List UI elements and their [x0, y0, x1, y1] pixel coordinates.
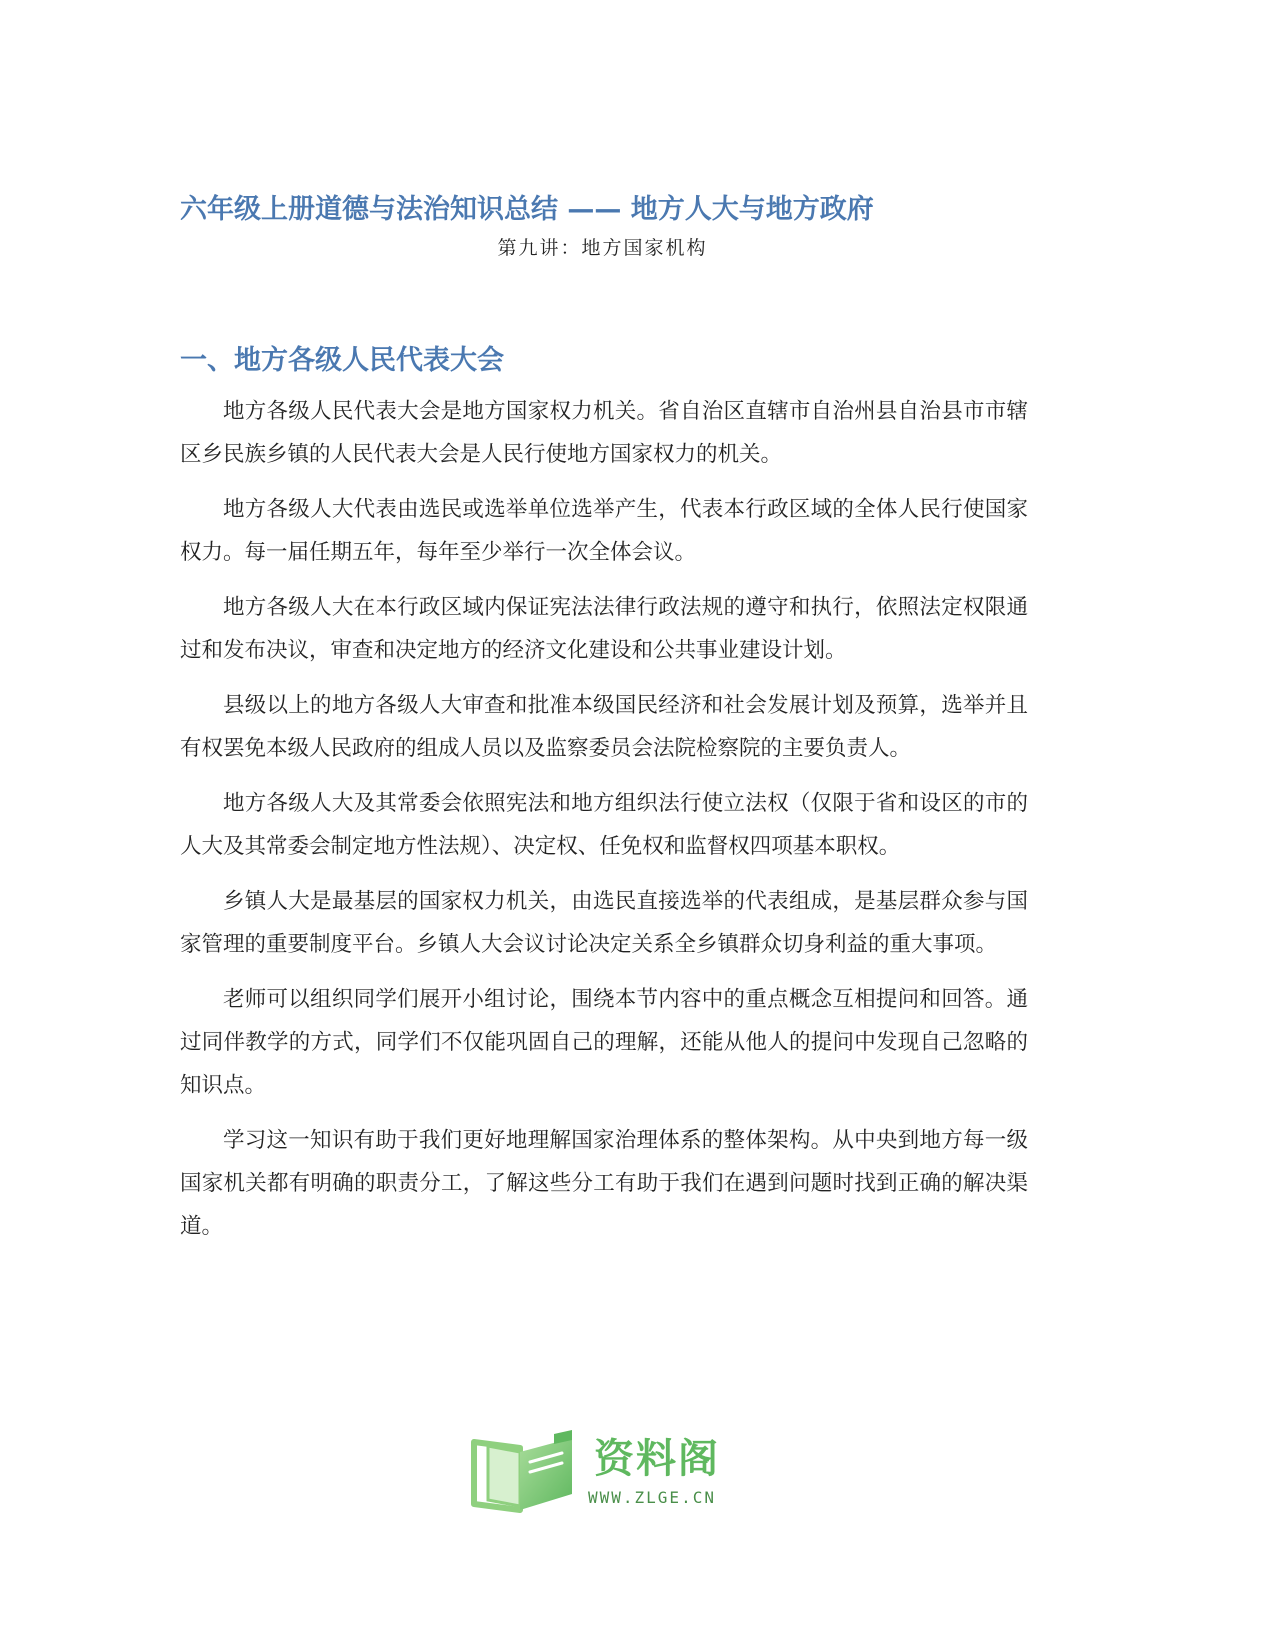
section-heading: 一、地方各级人民代表大会 [180, 345, 504, 376]
paragraph: 地方各级人大在本行政区域内保证宪法法律行政法规的遵守和执行，依照法定权限通过和发布决议，审查和决定地方的经济文化建设和公共事业建设计划。 [180, 595, 1028, 663]
paragraph: 县级以上的地方各级人大审查和批准本级国民经济和社会发展计划及预算，选举并且有权罢免本级人民政府的组成人员以及监察委员会法院检察院的主要负责人。 [180, 693, 1028, 761]
paragraph: 老师可以组织同学们展开小组讨论，围绕本节内容中的重点概念互相提问和回答。通过同伴教学的方式，同学们不仅能巩固自己的理解，还能从他人的提问中发现自己忽略的知识点。 [180, 987, 1028, 1098]
paragraph: 学习这一知识有助于我们更好地理解国家治理体系的整体架构。从中央到地方每一级国家机关都有明确的职责分工，了解这些分工有助于我们在遇到问题时找到正确的解决渠道。 [180, 1128, 1028, 1239]
paragraph: 地方各级人大及其常委会依照宪法和地方组织法行使立法权（仅限于省和设区的市的人大及其常委会制定地方性法规）、决定权、任免权和监督权四项基本职权。 [180, 791, 1028, 859]
watermark-logo [468, 1430, 768, 1520]
watermark-url: WWW.ZLGE.CN [588, 1488, 716, 1507]
watermark-name: 资料阁 [594, 1436, 720, 1482]
paragraph: 地方各级人大代表由选民或选举单位选举产生，代表本行政区域的全体人民行使国家权力。每一届任期五年，每年至少举行一次全体会议。 [180, 497, 1028, 565]
document-subtitle: 第九讲：地方国家机构 [497, 237, 708, 259]
open-book-folder-icon [468, 1430, 583, 1514]
body-text [180, 390, 1028, 1260]
paragraph: 地方各级人民代表大会是地方国家权力机关。省自治区直辖市自治州县自治县市市辖区乡民族乡镇的人民代表大会是人民行使地方国家权力的机关。 [180, 399, 1028, 467]
document-title: 六年级上册道德与法治知识总结 —— 地方人大与地方政府 [180, 194, 874, 225]
paragraph: 乡镇人大是最基层的国家权力机关，由选民直接选举的代表组成，是基层群众参与国家管理的重要制度平台。乡镇人大会议讨论决定关系全乡镇群众切身利益的重大事项。 [180, 889, 1028, 957]
